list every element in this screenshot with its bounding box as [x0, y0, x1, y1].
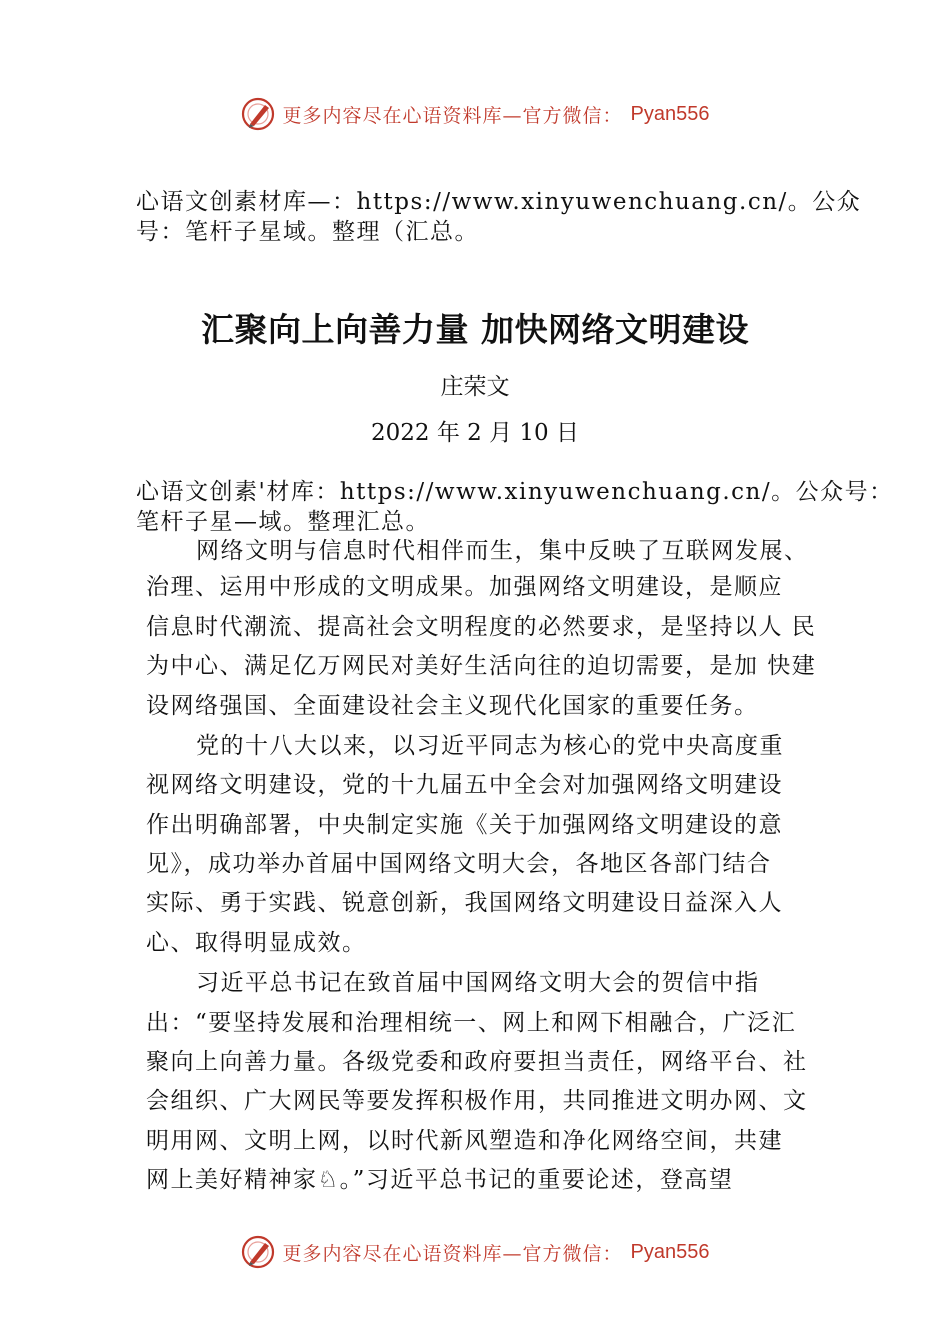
banner-text: 更多内容尽在心语资料库—官方微信： [282, 104, 623, 127]
body-line: 信息时代潮流、提高社会文明程度的必然要求，是坚持以人 民 [146, 614, 817, 640]
body-line: 为中心、满足亿万网民对美好生活向往的迫切需要，是加 快建 [146, 653, 817, 679]
intro-line: 号：笔杆子星域。整理（汇总。 [136, 219, 479, 245]
body-line: 网上美好精神家♘。”习近平总书记的重要论述，登高望 [146, 1167, 734, 1193]
body-line: 会组织、广大网民等要发挥积极作用，共同推进文明办网、文 [146, 1088, 808, 1114]
wechat-id: Pyan556 [630, 102, 710, 125]
footer-banner [0, 1232, 950, 1272]
date: 2022 年 2 月 10 日 [371, 420, 579, 446]
banner-text: 更多内容尽在心语资料库—官方微信： [282, 1242, 623, 1265]
body-line: 明用网、文明上网，以时代新风塑造和净化网络空间，共建 [146, 1128, 783, 1154]
source-line: 心语文创素'材库：https://www.xinyuwenchuang.cn/。公众号： [136, 479, 894, 505]
source-line: 笔杆子星—域。整理汇总。 [136, 509, 430, 535]
wechat-id: Pyan556 [630, 1240, 710, 1263]
body-line: 作出明确部署，中央制定实施《关于加强网络文明建设的意 [146, 812, 783, 838]
body-line: 党的十八大以来，以习近平同志为核心的党中央高度重 [196, 733, 784, 759]
body-line: 见》，成功举办首届中国网络文明大会，各地区各部门结合 [146, 851, 772, 877]
pen-logo-icon [241, 1235, 275, 1269]
body-line: 网络文明与信息时代相伴而生，集中反映了互联网发展、 [196, 538, 809, 564]
body-line: 聚向上向善力量。各级党委和政府要担当责任，网络平台、社 [146, 1049, 808, 1075]
body-line: 心、取得明显成效。 [146, 930, 367, 956]
header-banner [0, 94, 950, 134]
intro-line: 心语文创素材库—：https://www.xinyuwenchuang.cn/。公众 [136, 189, 862, 215]
author: 庄荣文 [440, 374, 510, 400]
article-title: 汇聚向上向善力量 加快网络文明建设 [201, 310, 749, 349]
body-line: 习近平总书记在致首届中国网络文明大会的贺信中指 [196, 970, 760, 996]
body-line: 实际、勇于实践、锐意创新，我国网络文明建设日益深入人 [146, 890, 783, 916]
body-line: 设网络强国、全面建设社会主义现代化国家的重要任务。 [146, 693, 759, 719]
body-line: 治理、运用中形成的文明成果。加强网络文明建设，是顺应 [146, 574, 783, 600]
pen-logo-icon [241, 97, 275, 131]
body-line: 出：“要坚持发展和治理相统一、网上和网下相融合，广泛汇 [146, 1010, 797, 1036]
body-line: 视网络文明建设，党的十九届五中全会对加强网络文明建设 [146, 772, 783, 798]
